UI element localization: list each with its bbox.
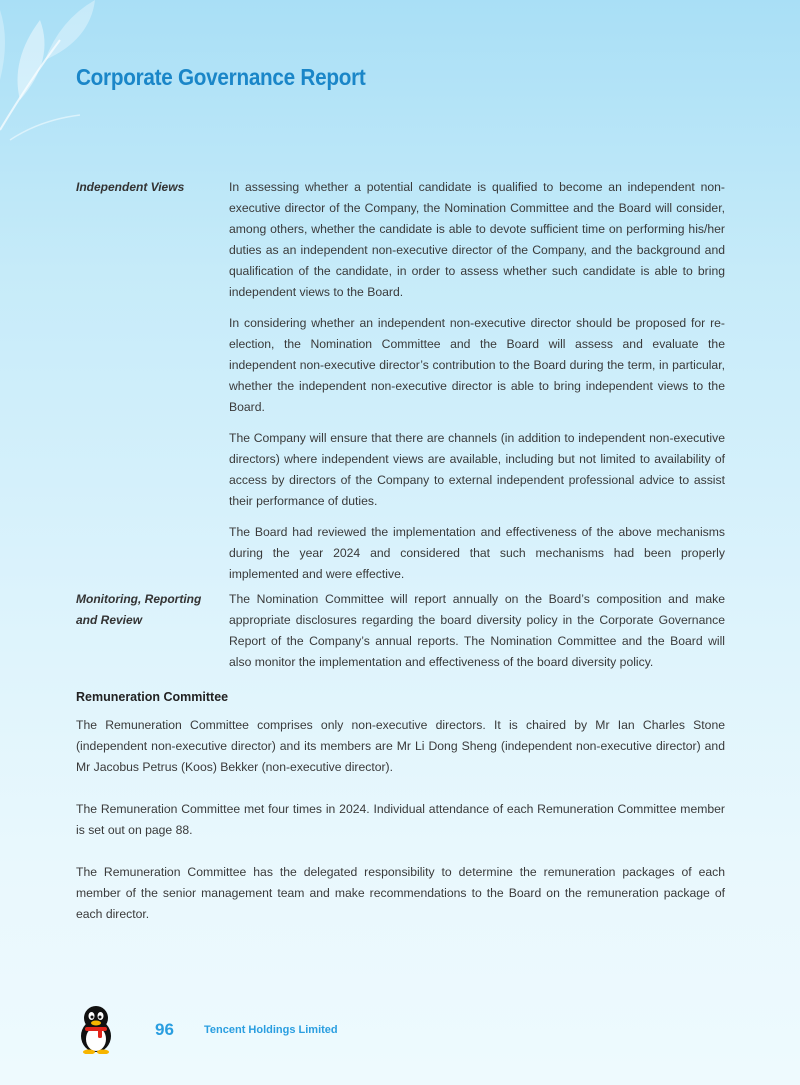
monitoring-label-line2: and Review <box>76 613 143 627</box>
report-content <box>76 177 725 946</box>
remuneration-paragraph: The Remuneration Committee met four times in 2024. Individual attendance of each Remuneration Committee member is set out on page 88. <box>76 802 725 837</box>
page-title: Corporate Governance Report <box>76 64 366 90</box>
page-number: 96 <box>155 1020 174 1039</box>
page-footer <box>76 1004 376 1054</box>
monitoring-paragraph: The Nomination Committee will report annually on the Board’s composition and make appropriate disclosures regarding the board diversity policy in the Corporate Governance Report of the Company’s annual reports. The Nomination Committee and the Board will also monitor the implementation and effectiveness of the board diversity policy. <box>229 592 725 669</box>
remuneration-paragraph: The Remuneration Committee comprises only non-executive directors. It is chaired by Mr Ian Charles Stone (independent non-executive director) and its members are Mr Li Dong Sheng (independent non-executive director) and Mr Jacobus Petrus (Koos) Bekker (non-executive director). <box>76 718 725 774</box>
monitoring-label <box>76 589 229 687</box>
monitoring-label-line1: Monitoring, Reporting <box>76 592 202 606</box>
company-name: Tencent Holdings Limited <box>204 1024 338 1036</box>
monitoring-section <box>76 589 725 687</box>
independent-views-paragraph: The Board had reviewed the implementation and effectiveness of the above mechanisms during the year 2024 and considered that such mechanisms had been properly implemented and were effective. <box>229 525 725 581</box>
penguin-icon <box>76 1004 116 1054</box>
independent-views-label: Independent Views <box>76 180 185 194</box>
independent-views-section <box>76 177 725 589</box>
remuneration-paragraph: The Remuneration Committee has the delegated responsibility to determine the remuneration packages of each member of the senior management team and make recommendations to the Board on the remuneration package of each director. <box>76 865 725 921</box>
remuneration-section <box>76 687 725 925</box>
independent-views-paragraph: In assessing whether a potential candidate is qualified to become an independent non-executive director of the Company, the Nomination Committee and the Board will consider, among others, whether the candidate is able to devote sufficient time on performing his/her duties as an independent non-executive director of the Company, and the background and qualification of the candidate, in order to assess whether such candidate is able to bring independent views to the Board. <box>229 180 725 299</box>
independent-views-paragraph: The Company will ensure that there are channels (in addition to independent non-executive directors) where independent views are available, including but not limited to availability of access by directors of the Company to external independent professional advice to assist their performance of duties. <box>229 431 725 508</box>
remuneration-heading: Remuneration Committee <box>76 690 229 704</box>
independent-views-paragraph: In considering whether an independent non-executive director should be proposed for re-election, the Nomination Committee and the Board will assess and evaluate the independent non-executive director’s contribution to the Board during the term, in particular, whether the independent non-executive director is able to bring independent views to the Board. <box>229 316 725 414</box>
